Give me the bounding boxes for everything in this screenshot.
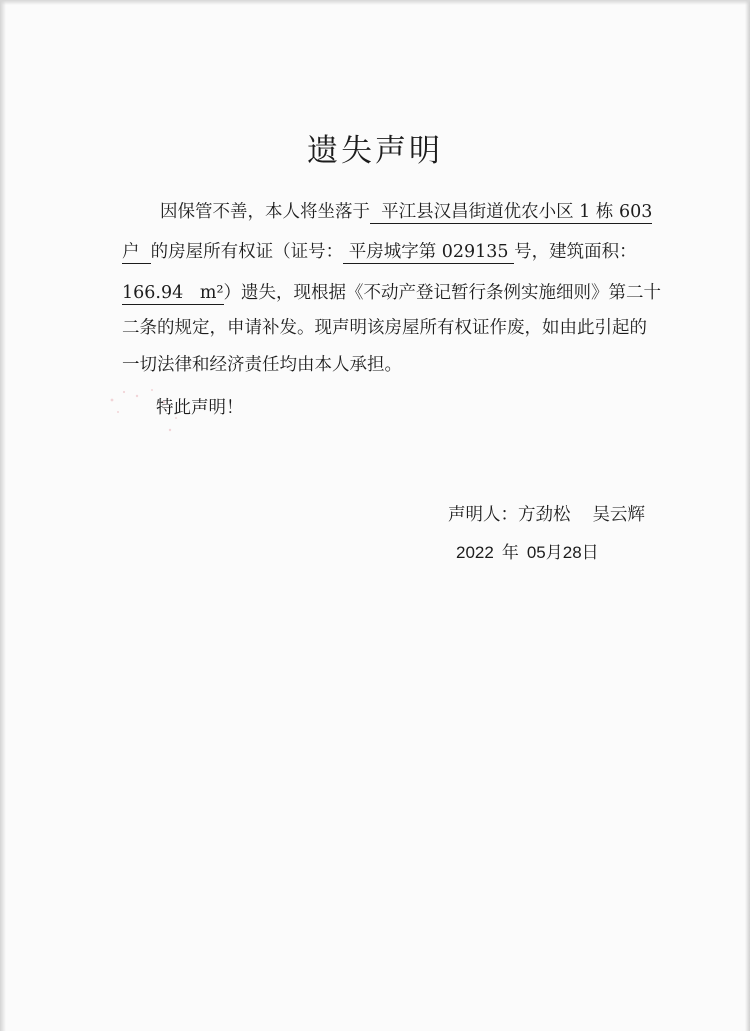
area-label: 号，建筑面积： bbox=[514, 242, 637, 262]
closing-text: 特此声明！ bbox=[156, 398, 244, 418]
signer-name-1: 方劲松 bbox=[518, 505, 571, 525]
regulation-text: ）遗失，现根据《不动产登记暂行条例实施细则》第二十 bbox=[223, 283, 662, 303]
date-month-unit: 月 bbox=[545, 543, 563, 562]
date-year: 2022 bbox=[456, 543, 494, 562]
certificate-text: 的房屋所有权证（证号： bbox=[150, 242, 344, 262]
intro-text: 因保管不善，本人将坐落于 bbox=[160, 202, 370, 222]
paragraph-line-6 bbox=[156, 396, 244, 420]
certificate-number: 平房城字第 029135 bbox=[343, 242, 515, 262]
date-day-unit: 日 bbox=[581, 543, 599, 562]
document-title: 遗失声明 bbox=[307, 132, 443, 169]
date-month: 05 bbox=[526, 543, 546, 562]
paragraph-line-4 bbox=[122, 316, 647, 340]
date-year-unit: 年 bbox=[501, 543, 519, 562]
building-area: 166.94 m² bbox=[122, 283, 224, 303]
date-line bbox=[456, 541, 599, 565]
signature-line bbox=[448, 503, 645, 527]
declaration-text: 二条的规定，申请补发。现声明该房屋所有权证作废，如由此引起的 bbox=[122, 318, 647, 338]
paragraph-line-1 bbox=[160, 200, 652, 224]
property-unit: 户 bbox=[122, 242, 151, 262]
signer-name-2: 吴云辉 bbox=[592, 505, 645, 525]
scan-edge-top bbox=[0, 0, 750, 5]
paragraph-line-3 bbox=[122, 281, 661, 305]
date-day: 28 bbox=[562, 543, 582, 562]
liability-text: 一切法律和经济责任均由本人承担。 bbox=[122, 355, 402, 375]
paragraph-line-2 bbox=[122, 240, 637, 264]
signer-label: 声明人： bbox=[448, 505, 518, 525]
paragraph-line-5 bbox=[122, 353, 402, 377]
property-address: 平江县汉昌街道优农小区 1 栋 603 bbox=[370, 202, 653, 222]
